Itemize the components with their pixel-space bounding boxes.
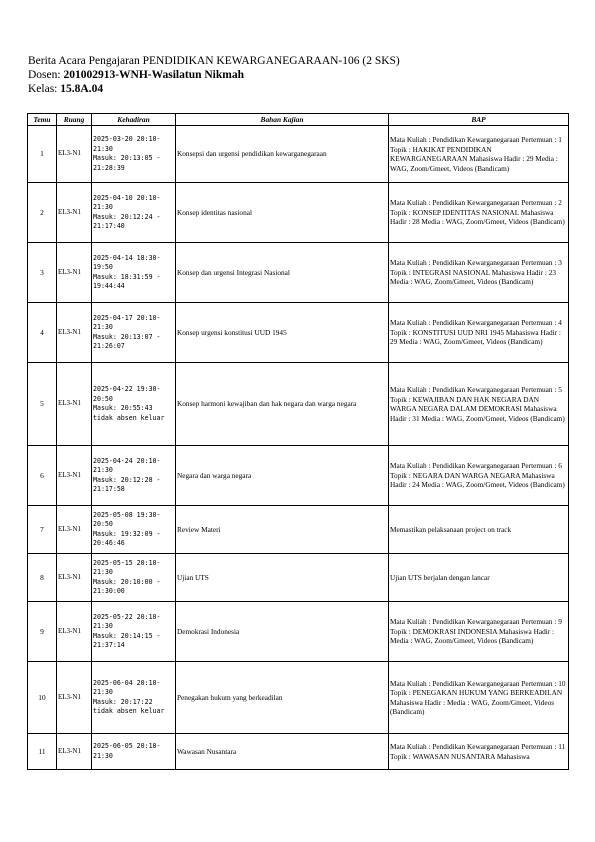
cell-bap: Mata Kuliah : Pendidikan Kewarganegaraan Pertemuan : 6 Topik : NEGARA DAN WARGA NEGARA Mahasiswa Hadir : 24 Media : WAG, Zoom/Gmeet, Videos (Bandicam) bbox=[389, 446, 569, 506]
cell-bahan-kajian: Demokrasi Indonesia bbox=[176, 602, 389, 662]
cell-temu: 4 bbox=[28, 303, 57, 363]
cell-ruang: EL3-N1 bbox=[57, 363, 92, 446]
report-title: Berita Acara Pengajaran PENDIDIKAN KEWARGANEGARAAN-106 (2 SKS) bbox=[28, 55, 400, 67]
cell-temu: 11 bbox=[28, 734, 57, 770]
cell-ruang: EL3-N1 bbox=[57, 243, 92, 303]
kehadiran-line: 2025-05-22 20:10-21:30 bbox=[93, 612, 161, 630]
table-body bbox=[28, 126, 569, 770]
cell-temu: 3 bbox=[28, 243, 57, 303]
cell-temu: 5 bbox=[28, 363, 57, 446]
table-row bbox=[28, 734, 569, 770]
column-header-bap: BAP bbox=[389, 114, 569, 126]
kehadiran-line: Masuk: 20:13:05 - 21:28:39 bbox=[93, 154, 161, 172]
cell-ruang: EL3-N1 bbox=[57, 662, 92, 734]
table-row bbox=[28, 183, 569, 243]
cell-bahan-kajian: Konsep dan urgensi Integrasi Nasional bbox=[176, 243, 389, 303]
kehadiran-line: 2025-04-22 19:30-20:50 bbox=[93, 385, 161, 403]
cell-kehadiran bbox=[92, 363, 176, 446]
column-header-ruang: Ruang bbox=[57, 114, 92, 126]
column-header-temu: Temu bbox=[28, 114, 57, 126]
kehadiran-line: tidak absen keluar bbox=[93, 413, 165, 422]
cell-kehadiran bbox=[92, 554, 176, 602]
cell-bap: Mata Kuliah : Pendidikan Kewarganegaraan Pertemuan : 2 Topik : KONSEP IDENTITAS NASIONAL Mahasiswa Hadir : 28 Media : WAG, Zoom/Gmeet, Videos (Bandicam) bbox=[389, 183, 569, 243]
cell-bahan-kajian: Wawasan Nusantara bbox=[176, 734, 389, 770]
cell-ruang: EL3-N1 bbox=[57, 602, 92, 662]
cell-bap: Mata Kuliah : Pendidikan Kewarganegaraan Pertemuan : 5 Topik : KEWAJIBAN DAN HAK NEGARA DAN WARGA NEGARA DALAM DEMOKRASI Mahasiswa Hadir : 31 Media : WAG, Zoom/Gmeet, Videos (Bandicam) bbox=[389, 363, 569, 446]
table-row bbox=[28, 126, 569, 183]
cell-ruang: EL3-N1 bbox=[57, 446, 92, 506]
kehadiran-line: 2025-06-05 20:10-21:30 bbox=[93, 742, 161, 760]
table-row bbox=[28, 554, 569, 602]
cell-temu: 8 bbox=[28, 554, 57, 602]
column-header-kehadiran: Kehadiran bbox=[92, 114, 176, 126]
table-row bbox=[28, 446, 569, 506]
cell-kehadiran bbox=[92, 126, 176, 183]
cell-kehadiran bbox=[92, 243, 176, 303]
cell-kehadiran bbox=[92, 446, 176, 506]
kehadiran-line: Masuk: 20:55:43 bbox=[93, 404, 153, 412]
kehadiran-line: Masuk: 20:17:22 bbox=[93, 697, 153, 706]
kehadiran-line: 2025-04-24 20:10-21:30 bbox=[93, 456, 161, 474]
kehadiran-line: 2025-03-20 20:10-21:30 bbox=[93, 135, 161, 153]
cell-bap: Mata Kuliah : Pendidikan Kewarganegaraan Pertemuan : 9 Topik : DEMOKRASI INDONESIA Mahasiswa Hadir : Media : WAG, Zoom/Gmeet, Videos (Bandicam) bbox=[389, 602, 569, 662]
kehadiran-line: Masuk: 20:12:24 - 21:17:40 bbox=[93, 212, 161, 230]
column-header-bahan-kajian: Bahan Kajian bbox=[176, 114, 389, 126]
cell-bahan-kajian: Penegakan hukum yang berkeadilan bbox=[176, 662, 389, 734]
cell-bap: Mata Kuliah : Pendidikan Kewarganegaraan Pertemuan : 3 Topik : INTEGRASI NASIONAL Mahasiswa Hadir : 23 Media : WAG, Zoom/Gmeet, Videos (Bandicam) bbox=[389, 243, 569, 303]
table-row bbox=[28, 602, 569, 662]
lecturer-value: 201002913-WNH-Wasilatun Nikmah bbox=[63, 69, 244, 81]
kehadiran-line: Masuk: 20:12:28 - 21:17:58 bbox=[93, 475, 161, 493]
cell-temu: 10 bbox=[28, 662, 57, 734]
cell-ruang: EL3-N1 bbox=[57, 554, 92, 602]
class-line bbox=[28, 82, 568, 96]
kehadiran-line: Masuk: 20:14:15 - 21:37:14 bbox=[93, 631, 161, 649]
cell-ruang: EL3-N1 bbox=[57, 183, 92, 243]
cell-bap: Mata Kuliah : Pendidikan Kewarganegaraan Pertemuan : 4 Topik : KONSTITUSI UUD NRI 1945 Mahasiswa Hadir : 29 Media : WAG, Zoom/Gmeet, Videos (Bandicam) bbox=[389, 303, 569, 363]
cell-temu: 9 bbox=[28, 602, 57, 662]
table-row bbox=[28, 506, 569, 554]
class-value: 15.8A.04 bbox=[60, 83, 104, 95]
cell-kehadiran bbox=[92, 303, 176, 363]
document-header bbox=[28, 54, 568, 96]
cell-kehadiran bbox=[92, 662, 176, 734]
cell-kehadiran bbox=[92, 183, 176, 243]
cell-temu: 2 bbox=[28, 183, 57, 243]
kehadiran-line: 2025-04-17 20:10-21:30 bbox=[93, 313, 161, 331]
table-row bbox=[28, 662, 569, 734]
kehadiran-line: 2025-04-10 20:10-21:30 bbox=[93, 193, 161, 211]
kehadiran-line: tidak absen keluar bbox=[93, 707, 165, 715]
kehadiran-line: Masuk: 20:10:00 - 21:30:00 bbox=[93, 577, 161, 595]
kehadiran-line: 2025-05-08 19:30-20:50 bbox=[93, 510, 161, 528]
cell-bahan-kajian: Konsep urgensi konstitusi UUD 1945 bbox=[176, 303, 389, 363]
table-row bbox=[28, 363, 569, 446]
kehadiran-line: Masuk: 18:31:59 - 19:44:44 bbox=[93, 272, 161, 290]
kehadiran-line: 2025-04-14 18:30-19:50 bbox=[93, 253, 161, 271]
cell-ruang: EL3-N1 bbox=[57, 734, 92, 770]
cell-kehadiran bbox=[92, 734, 176, 770]
cell-bahan-kajian: Konsepsi dan urgensi pendidikan kewarganegaraan bbox=[176, 126, 389, 183]
cell-ruang: EL3-N1 bbox=[57, 506, 92, 554]
cell-bap: Mata Kuliah : Pendidikan Kewarganegaraan Pertemuan : 11 Topik : WAWASAN NUSANTARA Mahasiswa bbox=[389, 734, 569, 770]
lecturer-line bbox=[28, 68, 568, 82]
cell-bahan-kajian: Ujian UTS bbox=[176, 554, 389, 602]
teaching-record-table bbox=[27, 113, 569, 770]
cell-ruang: EL3-N1 bbox=[57, 303, 92, 363]
kehadiran-line: Masuk: 20:13:07 - 21:26:07 bbox=[93, 332, 161, 350]
kehadiran-line: Masuk: 19:32:09 - 20:46:46 bbox=[93, 529, 161, 547]
cell-kehadiran bbox=[92, 506, 176, 554]
table-row bbox=[28, 303, 569, 363]
cell-temu: 1 bbox=[28, 126, 57, 183]
table-header-row bbox=[28, 114, 569, 126]
cell-bahan-kajian: Konsep harmoni kewajiban dan hak negara dan warga negara bbox=[176, 363, 389, 446]
cell-bap: Memastikan pelaksanaan project on track bbox=[389, 506, 569, 554]
class-label: Kelas: bbox=[28, 83, 61, 95]
cell-ruang: EL3-N1 bbox=[57, 126, 92, 183]
kehadiran-line: 2025-06-04 20:10-21:30 bbox=[93, 678, 161, 696]
table-row bbox=[28, 243, 569, 303]
lecturer-label: Dosen: bbox=[28, 69, 64, 81]
cell-temu: 7 bbox=[28, 506, 57, 554]
cell-bap: Mata Kuliah : Pendidikan Kewarganegaraan Pertemuan : 10 Topik : PENEGAKAN HUKUM YANG BERKEADILAN Mahasiswa Hadir : Media : WAG, Zoom/Gmeet, Videos (Bandicam) bbox=[389, 662, 569, 734]
cell-bahan-kajian: Review Materi bbox=[176, 506, 389, 554]
cell-bahan-kajian: Negara dan warga negara bbox=[176, 446, 389, 506]
cell-kehadiran bbox=[92, 602, 176, 662]
kehadiran-line: 2025-05-15 20:10-21:30 bbox=[93, 558, 161, 576]
cell-temu: 6 bbox=[28, 446, 57, 506]
cell-bap: Mata Kuliah : Pendidikan Kewarganegaraan Pertemuan : 1 Topik : HAKIKAT PENDIDIKAN KEWARGANEGARAAN Mahasiswa Hadir : 29 Media : WAG, Zoom/Gmeet, Videos (Bandicam) bbox=[389, 126, 569, 183]
cell-bap: Ujian UTS berjalan dengan lancar bbox=[389, 554, 569, 602]
cell-bahan-kajian: Konsep identitas nasional bbox=[176, 183, 389, 243]
